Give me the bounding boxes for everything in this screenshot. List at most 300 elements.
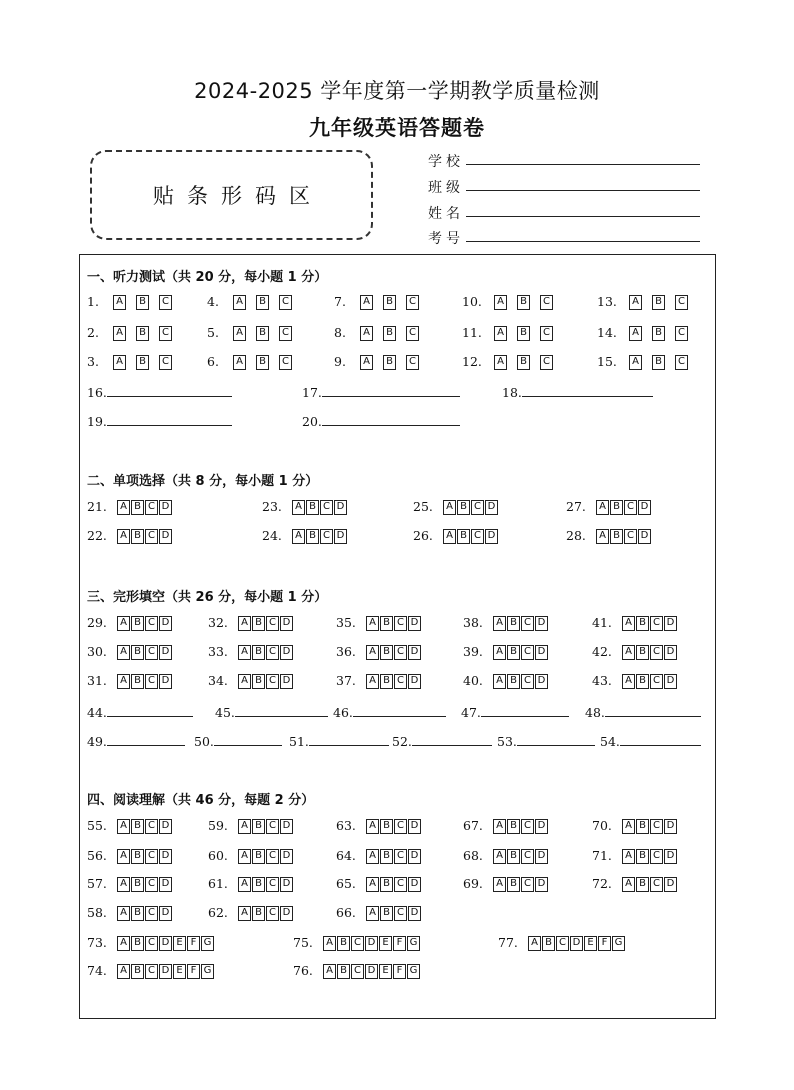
option-box-a[interactable]: A [366,674,379,689]
option-box-a[interactable]: A [117,964,130,979]
option-box-c[interactable]: C [521,674,534,689]
option-box-a[interactable]: A [117,849,130,864]
option-box-d[interactable]: D [159,906,172,921]
option-box-c[interactable]: C [159,355,172,370]
answer-line[interactable] [517,733,595,746]
option-box-d[interactable]: D [159,645,172,660]
option-box-d[interactable]: D [365,936,378,951]
option-box-a[interactable]: A [366,819,379,834]
option-box-b[interactable]: B [380,616,393,631]
option-box-c[interactable]: C [145,849,158,864]
info-field-school[interactable] [428,151,466,171]
option-box-d[interactable]: D [159,674,172,689]
option-box-c[interactable]: C [471,500,484,515]
option-box-b[interactable]: B [131,819,144,834]
option-box-c[interactable]: C [650,819,663,834]
option-box-c[interactable]: C [145,877,158,892]
option-box-a[interactable]: A [494,326,507,341]
option-box-b[interactable]: B [652,355,665,370]
answer-line[interactable] [322,413,460,426]
option-box-b[interactable]: B [507,674,520,689]
option-box-c[interactable]: C [394,906,407,921]
option-box-b[interactable]: B [610,529,623,544]
option-box-d[interactable]: D [535,877,548,892]
option-box-b[interactable]: B [131,964,144,979]
option-box-b[interactable]: B [380,906,393,921]
option-box-c[interactable]: C [394,877,407,892]
question-number: 28. [566,528,586,543]
option-box-b[interactable]: B [636,645,649,660]
option-box-c[interactable]: C [266,674,279,689]
option-box-d[interactable]: D [535,674,548,689]
option-box-c[interactable]: C [145,906,158,921]
option-box-c[interactable]: C [145,529,158,544]
option-box-a[interactable]: A [238,877,251,892]
option-box-c[interactable]: C [145,964,158,979]
option-box-d[interactable]: D [280,849,293,864]
question-number: 14. [597,325,617,340]
question-number: 47. [461,705,481,720]
option-box-d[interactable]: D [159,500,172,515]
option-box-a[interactable]: A [117,529,130,544]
option-box-a[interactable]: A [622,849,635,864]
option-box-c[interactable]: C [351,936,364,951]
option-box-c[interactable]: C [266,616,279,631]
option-box-a[interactable]: A [629,355,642,370]
option-box-b[interactable]: B [652,295,665,310]
option-box-b[interactable]: B [256,326,269,341]
option-box-b[interactable]: B [383,326,396,341]
option-box-b[interactable]: B [131,616,144,631]
answer-line[interactable] [107,704,193,717]
question-number: 66. [336,905,356,920]
option-box-a[interactable]: A [493,616,506,631]
option-box-c[interactable]: C [675,355,688,370]
option-box-a[interactable]: A [292,500,305,515]
option-box-c[interactable]: C [394,849,407,864]
option-box-a[interactable]: A [238,819,251,834]
question-number: 1. [87,294,99,309]
option-box-b[interactable]: B [131,906,144,921]
blank-question-50 [194,733,282,749]
option-box-d[interactable]: D [159,849,172,864]
question-number: 55. [87,818,107,833]
option-box-d[interactable]: D [664,849,677,864]
option-box-c[interactable]: C [159,326,172,341]
option-box-a[interactable]: A [493,674,506,689]
question-23 [262,499,348,515]
option-box-e[interactable]: E [173,936,186,951]
option-box-c[interactable]: C [650,645,663,660]
question-13 [597,294,698,310]
answer-line[interactable] [522,384,653,397]
question-number: 48. [585,705,605,720]
option-box-a[interactable]: A [238,674,251,689]
option-box-b[interactable]: B [256,295,269,310]
question-number: 32. [208,615,228,630]
option-box-b[interactable]: B [252,819,265,834]
option-box-d[interactable]: D [159,936,172,951]
question-24 [262,528,348,544]
option-box-d[interactable]: D [664,877,677,892]
option-box-b[interactable]: B [383,295,396,310]
option-box-b[interactable]: B [636,616,649,631]
option-box-b[interactable]: B [636,877,649,892]
option-box-c[interactable]: C [351,964,364,979]
option-box-c[interactable]: C [266,877,279,892]
option-box-c[interactable]: C [675,295,688,310]
option-box-a[interactable]: A [366,906,379,921]
option-box-d[interactable]: D [570,936,583,951]
info-label: 班级 [428,180,464,196]
option-box-c[interactable]: C [650,877,663,892]
option-box-c[interactable]: C [650,616,663,631]
option-box-d[interactable]: D [280,819,293,834]
option-box-d[interactable]: D [408,877,421,892]
option-box-b[interactable]: B [131,674,144,689]
option-box-b[interactable]: B [252,616,265,631]
option-box-b[interactable]: B [252,645,265,660]
option-box-d[interactable]: D [159,964,172,979]
section-heading: 一、听力测试（共 20 分，每小题 1 分） [87,270,328,285]
option-box-c[interactable]: C [675,326,688,341]
answer-line[interactable] [107,384,232,397]
question-number: 41. [592,615,612,630]
answer-line[interactable] [620,733,701,746]
option-box-c[interactable]: C [266,645,279,660]
option-box-a[interactable]: A [113,326,126,341]
option-box-b[interactable]: B [131,529,144,544]
option-box-a[interactable]: A [622,819,635,834]
option-box-a[interactable]: A [323,964,336,979]
option-box-a[interactable]: A [493,849,506,864]
option-box-c[interactable]: C [145,674,158,689]
option-box-b[interactable]: B [252,674,265,689]
question-63 [336,818,422,834]
option-box-d[interactable]: D [334,529,347,544]
option-box-a[interactable]: A [622,616,635,631]
option-box-b[interactable]: B [517,326,530,341]
option-box-e[interactable]: E [379,964,392,979]
option-box-d[interactable]: D [334,500,347,515]
option-box-c[interactable]: C [394,819,407,834]
option-box-b[interactable]: B [337,964,350,979]
option-box-a[interactable]: A [366,616,379,631]
option-box-a[interactable]: A [360,355,373,370]
option-box-a[interactable]: A [238,906,251,921]
option-box-b[interactable]: B [507,819,520,834]
option-box-c[interactable]: C [556,936,569,951]
option-box-f[interactable]: F [187,936,200,951]
section-heading: 三、完形填空（共 26 分，每小题 1 分） [87,590,328,605]
question-74 [87,963,215,979]
question-number: 61. [208,876,228,891]
option-box-d[interactable]: D [535,645,548,660]
question-77 [498,935,626,951]
option-box-g[interactable]: G [407,964,420,979]
option-box-e[interactable]: E [173,964,186,979]
option-box-g[interactable]: G [201,936,214,951]
option-box-f[interactable]: F [393,936,406,951]
option-box-b[interactable]: B [636,674,649,689]
option-box-b[interactable]: B [136,355,149,370]
option-box-a[interactable]: A [238,645,251,660]
option-box-c[interactable]: C [279,355,292,370]
option-box-d[interactable]: D [535,849,548,864]
option-box-b[interactable]: B [507,877,520,892]
option-box-a[interactable]: A [494,295,507,310]
option-box-a[interactable]: A [238,616,251,631]
option-box-d[interactable]: D [159,529,172,544]
option-box-c[interactable]: C [521,819,534,834]
question-56 [87,848,173,864]
answer-line[interactable] [107,413,232,426]
option-box-d[interactable]: D [408,819,421,834]
answer-line[interactable] [353,704,446,717]
option-box-d[interactable]: D [159,819,172,834]
option-box-c[interactable]: C [279,326,292,341]
option-box-a[interactable]: A [117,906,130,921]
answer-line[interactable] [481,704,569,717]
option-box-d[interactable]: D [664,674,677,689]
option-box-a[interactable]: A [113,295,126,310]
option-box-a[interactable]: A [493,877,506,892]
option-box-a[interactable]: A [117,877,130,892]
answer-line[interactable] [214,733,282,746]
option-box-d[interactable]: D [408,849,421,864]
option-box-b[interactable]: B [383,355,396,370]
option-box-a[interactable]: A [360,326,373,341]
question-57 [87,876,173,892]
option-box-a[interactable]: A [443,500,456,515]
option-box-a[interactable]: A [117,936,130,951]
option-box-b[interactable]: B [306,529,319,544]
option-box-b[interactable]: B [306,500,319,515]
option-box-b[interactable]: B [517,355,530,370]
answer-line[interactable] [235,704,328,717]
option-box-c[interactable]: C [406,326,419,341]
question-62 [208,905,294,921]
option-box-a[interactable]: A [366,877,379,892]
option-box-c[interactable]: C [406,295,419,310]
barcode-area: 贴条形码区 [90,150,373,240]
option-box-d[interactable]: D [280,616,293,631]
option-box-c[interactable]: C [159,295,172,310]
option-box-a[interactable]: A [238,849,251,864]
option-box-a[interactable]: A [233,295,246,310]
option-box-c[interactable]: C [266,906,279,921]
option-box-b[interactable]: B [256,355,269,370]
option-box-b[interactable]: B [380,849,393,864]
option-box-b[interactable]: B [380,674,393,689]
option-box-b[interactable]: B [507,616,520,631]
option-box-a[interactable]: A [117,819,130,834]
option-box-c[interactable]: C [540,355,553,370]
option-box-d[interactable]: D [159,616,172,631]
option-box-d[interactable]: D [408,906,421,921]
option-box-b[interactable]: B [131,645,144,660]
option-box-c[interactable]: C [394,616,407,631]
option-box-a[interactable]: A [493,645,506,660]
option-box-b[interactable]: B [610,500,623,515]
option-box-a[interactable]: A [528,936,541,951]
option-box-b[interactable]: B [252,906,265,921]
option-box-c[interactable]: C [320,500,333,515]
option-box-a[interactable]: A [622,674,635,689]
option-box-b[interactable]: B [252,877,265,892]
option-box-c[interactable]: C [521,645,534,660]
option-box-c[interactable]: C [650,849,663,864]
answer-line[interactable] [309,733,389,746]
option-box-b[interactable]: B [337,936,350,951]
option-box-d[interactable]: D [408,674,421,689]
option-box-c[interactable]: C [521,877,534,892]
option-box-a[interactable]: A [494,355,507,370]
option-box-a[interactable]: A [113,355,126,370]
option-box-a[interactable]: A [596,529,609,544]
option-box-a[interactable]: A [493,819,506,834]
option-box-a[interactable]: A [629,295,642,310]
option-box-c[interactable]: C [394,674,407,689]
option-box-c[interactable]: C [145,819,158,834]
option-box-b[interactable]: B [507,849,520,864]
option-box-d[interactable]: D [408,645,421,660]
question-number: 16. [87,385,107,400]
option-box-b[interactable]: B [131,849,144,864]
option-box-b[interactable]: B [380,819,393,834]
option-box-g[interactable]: G [407,936,420,951]
option-box-g[interactable]: G [612,936,625,951]
answer-line[interactable] [107,733,185,746]
option-box-a[interactable]: A [596,500,609,515]
option-box-b[interactable]: B [131,500,144,515]
option-box-b[interactable]: B [652,326,665,341]
option-box-f[interactable]: F [393,964,406,979]
question-number: 45. [215,705,235,720]
option-box-b[interactable]: B [131,877,144,892]
option-box-d[interactable]: D [408,616,421,631]
answer-line[interactable] [412,733,492,746]
option-box-c[interactable]: C [145,936,158,951]
question-number: 52. [392,734,412,749]
option-box-d[interactable]: D [280,877,293,892]
option-box-c[interactable]: C [266,819,279,834]
option-box-b[interactable]: B [252,849,265,864]
option-box-d[interactable]: D [638,529,651,544]
option-box-c[interactable]: C [471,529,484,544]
question-76 [293,963,421,979]
option-box-f[interactable]: F [598,936,611,951]
question-number: 43. [592,673,612,688]
option-box-d[interactable]: D [365,964,378,979]
option-box-c[interactable]: C [624,500,637,515]
option-box-c[interactable]: C [394,645,407,660]
option-box-d[interactable]: D [664,645,677,660]
option-box-c[interactable]: C [145,500,158,515]
option-box-b[interactable]: B [136,326,149,341]
option-box-a[interactable]: A [360,295,373,310]
option-box-d[interactable]: D [664,616,677,631]
answer-line[interactable] [322,384,460,397]
option-box-a[interactable]: A [323,936,336,951]
option-box-a[interactable]: A [117,645,130,660]
option-box-d[interactable]: D [485,529,498,544]
question-9 [334,354,429,370]
option-box-c[interactable]: C [145,645,158,660]
option-box-a[interactable]: A [622,645,635,660]
option-box-a[interactable]: A [622,877,635,892]
option-box-a[interactable]: A [117,500,130,515]
option-box-d[interactable]: D [664,819,677,834]
option-box-b[interactable]: B [636,819,649,834]
option-box-e[interactable]: E [379,936,392,951]
option-box-a[interactable]: A [117,674,130,689]
option-box-a[interactable]: A [366,645,379,660]
option-box-b[interactable]: B [380,645,393,660]
option-box-b[interactable]: B [507,645,520,660]
option-box-b[interactable]: B [380,877,393,892]
option-box-c[interactable]: C [624,529,637,544]
option-box-c[interactable]: C [540,295,553,310]
option-box-d[interactable]: D [535,616,548,631]
option-box-a[interactable]: A [629,326,642,341]
option-box-d[interactable]: D [280,906,293,921]
option-box-d[interactable]: D [535,819,548,834]
option-box-c[interactable]: C [279,295,292,310]
option-box-a[interactable]: A [443,529,456,544]
option-box-d[interactable]: D [638,500,651,515]
option-box-b[interactable]: B [517,295,530,310]
option-box-d[interactable]: D [485,500,498,515]
option-box-c[interactable]: C [540,326,553,341]
option-box-c[interactable]: C [266,849,279,864]
option-box-b[interactable]: B [131,936,144,951]
option-box-c[interactable]: C [521,849,534,864]
option-box-b[interactable]: B [542,936,555,951]
option-box-d[interactable]: D [159,877,172,892]
option-box-a[interactable]: A [366,849,379,864]
option-box-a[interactable]: A [233,355,246,370]
question-71 [592,848,678,864]
question-number: 26. [413,528,433,543]
option-box-e[interactable]: E [584,936,597,951]
option-box-f[interactable]: F [187,964,200,979]
info-field-name[interactable] [428,203,466,223]
info-field-class[interactable] [428,177,466,197]
question-number: 49. [87,734,107,749]
question-number: 67. [463,818,483,833]
question-number: 35. [336,615,356,630]
option-box-c[interactable]: C [650,674,663,689]
info-field-exam-number[interactable] [428,228,466,248]
option-box-c[interactable]: C [406,355,419,370]
option-box-b[interactable]: B [457,500,470,515]
option-box-d[interactable]: D [280,645,293,660]
option-box-g[interactable]: G [201,964,214,979]
option-box-a[interactable]: A [233,326,246,341]
answer-line[interactable] [605,704,701,717]
option-box-b[interactable]: B [457,529,470,544]
option-box-a[interactable]: A [292,529,305,544]
option-box-c[interactable]: C [320,529,333,544]
option-box-b[interactable]: B [636,849,649,864]
option-box-a[interactable]: A [117,616,130,631]
option-box-d[interactable]: D [280,674,293,689]
question-number: 18. [502,385,522,400]
option-box-c[interactable]: C [521,616,534,631]
option-box-c[interactable]: C [145,616,158,631]
option-box-b[interactable]: B [136,295,149,310]
